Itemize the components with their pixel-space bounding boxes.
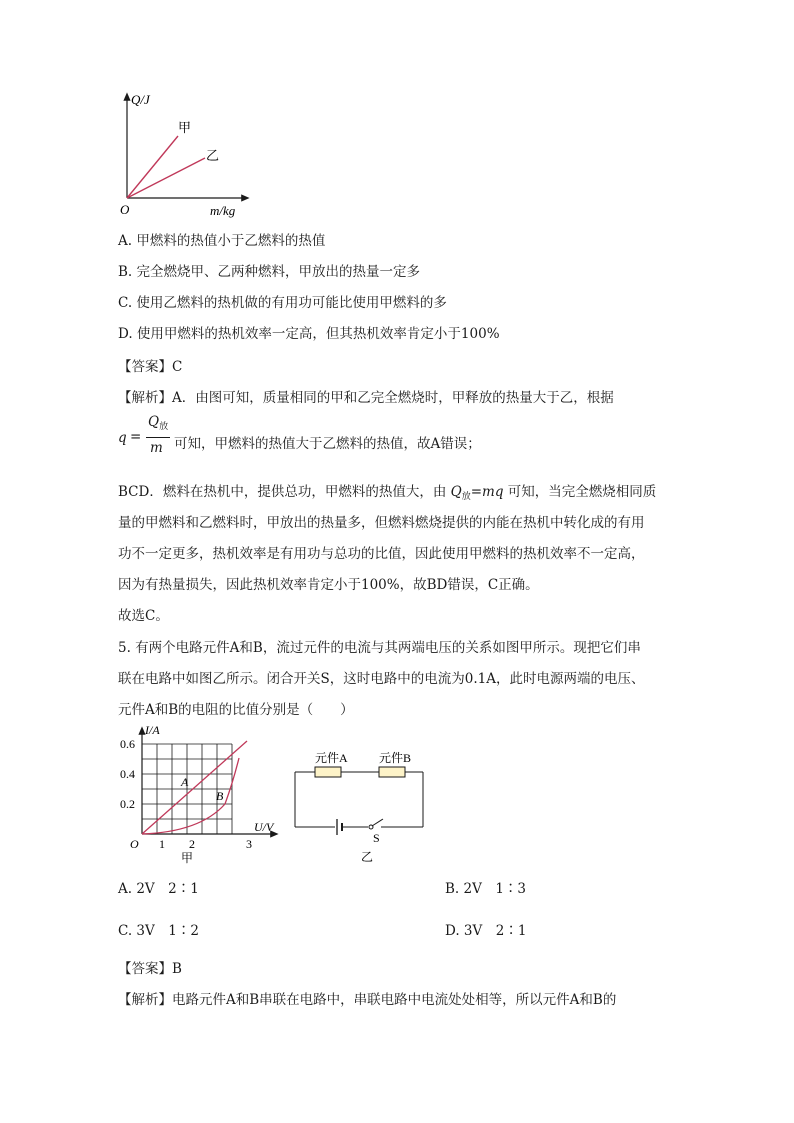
origin-label: O — [120, 202, 130, 217]
formula-numerator: $Q_放$ — [148, 414, 169, 432]
line-jia-label: 甲 — [178, 120, 192, 135]
q4-analysis-line6: 因为有热量损失，因此热机效率肯定小于100%，故BD错误，C正确。 — [118, 577, 539, 593]
line-yi — [127, 158, 205, 198]
q4-option-c: C. 使用乙燃料的热机做的有用功可能比使用甲燃料的多 — [118, 295, 447, 311]
curve-b-label: B — [216, 789, 224, 803]
q5-option-b: B. 2V 1∶3 — [445, 881, 527, 897]
y-tick-06: 0.6 — [120, 737, 135, 751]
y-axis-label: I/A — [145, 723, 160, 737]
q5-line2: 联在电路中如图乙所示。闭合开关S，这时电路中的电流为0.1A，此时电源两端的电压、 — [118, 671, 645, 687]
formula-denominator: m — [150, 440, 163, 456]
q4-analysis-line4: 量的甲燃料和乙燃料时，甲放出的热量多，但燃料燃烧提供的内能在热机中转化成的有用 — [118, 515, 645, 531]
y-axis-label: Q/J — [131, 92, 150, 107]
switch-lever — [372, 819, 383, 826]
q4-option-b: B. 完全燃烧甲、乙两种燃料，甲放出的热量一定多 — [118, 264, 421, 280]
q4-answer: 【答案】C — [118, 359, 183, 375]
curve-a-label: A — [181, 775, 189, 789]
formula-q: q — [118, 430, 127, 446]
q4-option-a: A. 甲燃料的热值小于乙燃料的热值 — [118, 233, 326, 249]
x-axis-label: m/kg — [210, 203, 236, 218]
fraction-bar — [146, 437, 170, 438]
x-tick-1: 1 — [159, 837, 165, 851]
circuit-caption: 乙 — [361, 850, 374, 864]
q4-analysis-line7: 故选C。 — [118, 608, 169, 624]
origin-label: O — [130, 837, 139, 851]
curve-b — [142, 758, 239, 834]
line-jia — [127, 136, 178, 198]
component-a — [315, 767, 341, 777]
q5-answer: 【答案】B — [118, 961, 182, 977]
x-tick-3: 3 — [246, 837, 252, 851]
component-b — [379, 767, 405, 777]
component-b-label: 元件B — [379, 751, 412, 765]
q4-option-d: D. 使用甲燃料的热机效率一定高，但其热机效率肯定小于100% — [118, 326, 500, 342]
component-a-label: 元件A — [315, 751, 348, 765]
q5-line3: 元件A和B的电阻的比值分别是（ ） — [118, 702, 354, 718]
heat-mass-graph — [110, 90, 260, 225]
q5-option-d: D. 3V 2∶1 — [445, 923, 527, 939]
current-voltage-graph — [115, 720, 285, 868]
graph-caption: 甲 — [181, 851, 194, 865]
q4-analysis-line2: 可知，甲燃料的热值大于乙燃料的热值，故A错误； — [174, 436, 481, 452]
q5-option-a: A. 2V 2∶1 — [118, 881, 199, 897]
x-tick-2: 2 — [189, 837, 195, 851]
formula-equals: = — [130, 429, 142, 445]
q5-option-c: C. 3V 1∶2 — [118, 923, 199, 939]
q4-analysis-line1: 【解析】A．由图可知，质量相同的甲和乙完全燃烧时，甲释放的热量大于乙，根据 — [118, 390, 614, 406]
series-circuit-diagram — [285, 745, 435, 865]
x-axis-label: U/V — [254, 820, 274, 834]
switch-label: S — [373, 831, 380, 845]
q4-analysis-line3: BCD．燃料在热机中，提供总功，甲燃料的热值大，由 $Q_放=mq$ 可知，当完全燃烧相同质 — [118, 484, 657, 502]
y-tick-02: 0.2 — [120, 797, 135, 811]
line-yi-label: 乙 — [206, 148, 220, 163]
y-tick-04: 0.4 — [120, 767, 135, 781]
q5-analysis-line1: 【解析】电路元件A和B串联在电路中，串联电路中电流处处相等，所以元件A和B的 — [118, 992, 617, 1008]
q5-line1: 5. 有两个电路元件A和B，流过元件的电流与其两端电压的关系如图甲所示。现把它们串 — [118, 640, 641, 656]
heat-value-formula — [118, 414, 178, 460]
q4-analysis-line5: 功不一定更多，热机效率是有用功与总功的比值，因此使用甲燃料的热机效率不一定高， — [118, 546, 645, 562]
